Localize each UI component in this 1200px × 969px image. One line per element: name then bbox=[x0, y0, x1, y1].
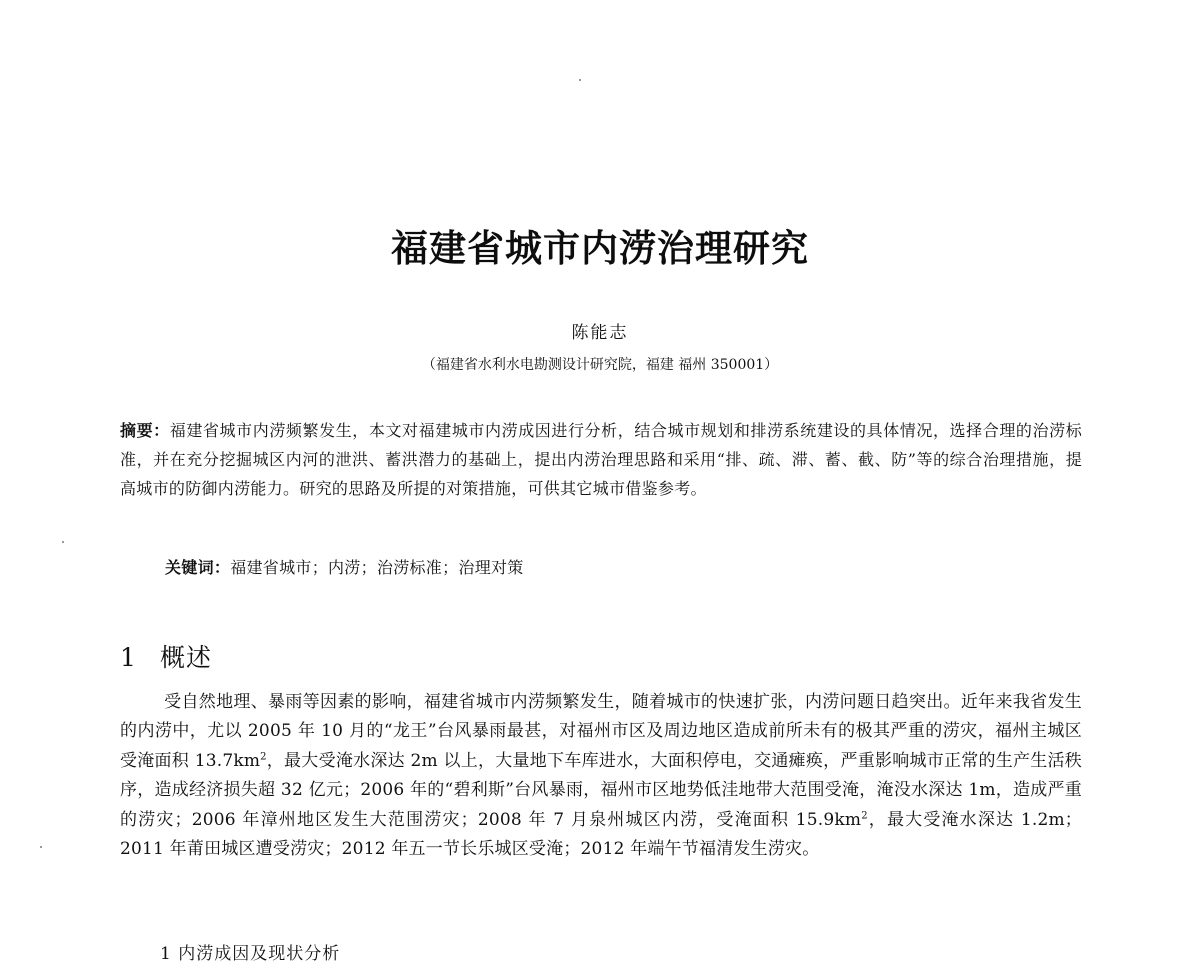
abstract-label: 摘要： bbox=[120, 421, 170, 440]
keywords bbox=[165, 553, 1082, 582]
body-text-part2: ，最大受淹水深达 2m 以上，大量地下车库进水，大面积停电，交通瘫痪，严重影响城市正常的生产生活秩序，造成经济损失超 32 亿元；2006 年的“碧利斯”台风暴雨，福州市区地势低洼地带大范围受淹，淹没水深达 1m，造成严重的涝灾；2006 年漳州地区发生大范围涝灾；2008 年 7 月泉州城区内涝，受淹面积 15.9km bbox=[120, 750, 1082, 830]
section-heading bbox=[120, 638, 212, 674]
section-body bbox=[120, 688, 1082, 864]
abstract-text: 福建省城市内涝频繁发生，本文对福建城市内涝成因进行分析，结合城市规划和排涝系统建设的具体情况，选择合理的治涝标准，并在充分挖掘城区内河的泄洪、蓄洪潜力的基础上，提出内涝治理思路和采用“排、疏、滞、蓄、截、防”等的综合治理措施，提高城市的防御内涝能力。研究的思路及所提的对策措施，可供其它城市借鉴参考。 bbox=[120, 421, 1082, 498]
body-text-part1: 受自然地理、暴雨等因素的影响，福建省城市内涝频繁发生，随着城市的快速扩张，内涝问题日趋突出。近年来我省发生的内涝中，尤以 2005 年 10 月的“龙王”台风暴雨最甚，对福州市区及周边地区造成前所未有的极其严重的涝灾，福州主城区受淹面积 13.7km bbox=[120, 692, 1082, 771]
abstract bbox=[120, 416, 1082, 503]
keywords-label: 关键词： bbox=[165, 558, 231, 577]
section-title: 概述 bbox=[160, 643, 213, 672]
scan-speck bbox=[579, 79, 581, 81]
author-affiliation: （福建省水利水电勘测设计研究院，福建 福州 350001） bbox=[421, 357, 779, 373]
scan-speck bbox=[62, 541, 64, 543]
section-number: 1 bbox=[120, 643, 137, 672]
superscript-2: 2 bbox=[861, 809, 868, 821]
scan-speck bbox=[40, 846, 42, 848]
body-text-part3: ，最大受淹水深达 1.2m；2011 年莆田城区遭受涝灾；2012 年五一节长乐城区受淹；2012 年端午节福清发生涝灾。 bbox=[120, 809, 1082, 860]
next-heading-partial: 1 内涝成因及现状分析 bbox=[160, 944, 341, 964]
author-name: 陈能志 bbox=[571, 323, 629, 343]
superscript-2: 2 bbox=[260, 751, 267, 763]
paper-title: 福建省城市内涝治理研究 bbox=[391, 227, 809, 270]
keywords-text: 福建省城市；内涝；治涝标准；治理对策 bbox=[230, 558, 524, 577]
